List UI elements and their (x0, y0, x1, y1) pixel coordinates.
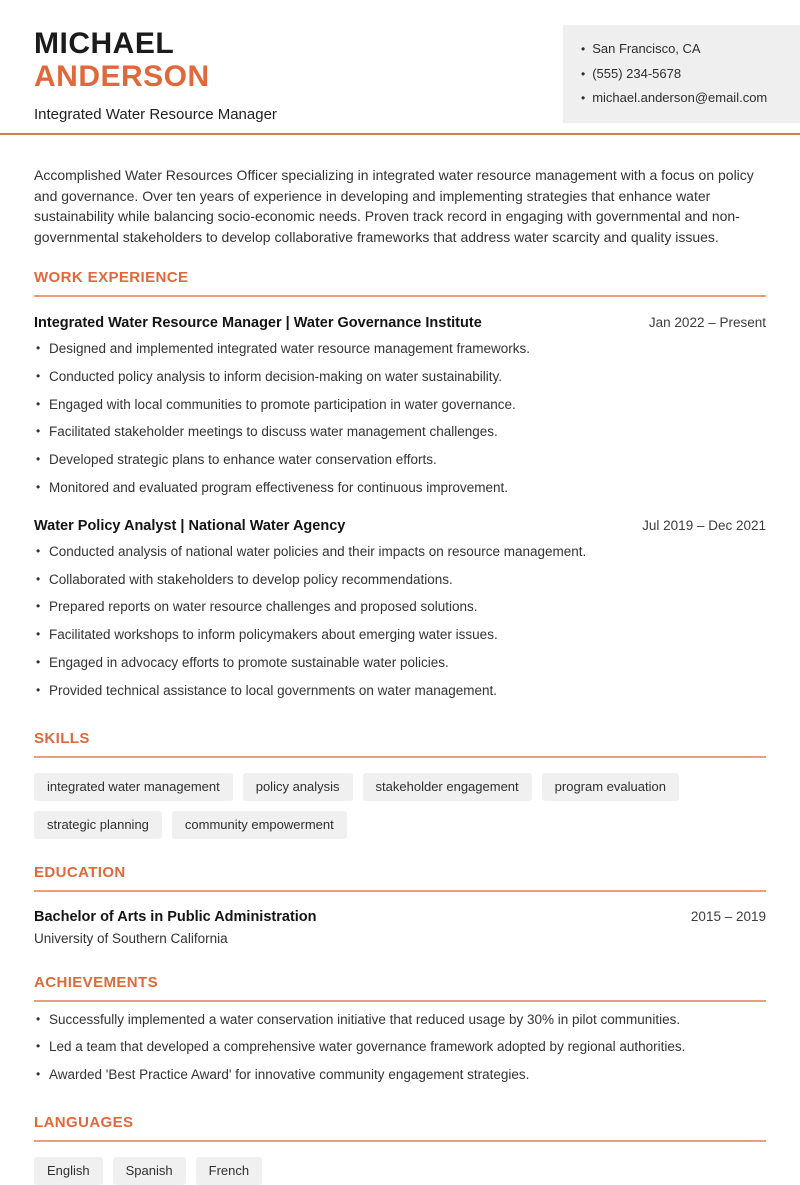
section-divider (34, 890, 766, 892)
header-job-title: Integrated Water Resource Manager (34, 106, 277, 123)
contact-item (581, 86, 786, 111)
language-chip: French (196, 1157, 262, 1185)
section-work-experience (34, 269, 766, 701)
skill-chip-list (34, 773, 766, 839)
job-title-text: Integrated Water Resource Manager | Water Governance Institute (34, 315, 482, 332)
section-divider (34, 1140, 766, 1142)
section-education (34, 864, 766, 946)
section-languages (34, 1114, 766, 1185)
bullet-dot: • (581, 42, 586, 56)
skill-chip: strategic planning (34, 811, 162, 839)
languages-heading: LANGUAGES (34, 1114, 134, 1132)
summary-paragraph: Accomplished Water Resources Officer specializing in integrated water resource management with a focus on policy and governance. Over ten years of experience in developing and implementing strategies that enhance water sustainability while balancing socio-economic needs. Proven track record in engaging with governmental and non-governmental stakeholders to develop collaborative frameworks that address water scarcity and quality issues. (34, 167, 754, 245)
education-entry (34, 909, 766, 946)
school-name: University of Southern California (34, 930, 228, 946)
section-divider (34, 1000, 766, 1002)
job-bullet-list (34, 338, 766, 498)
bullet-item: • Monitored and evaluated program effectiveness for continuous improvement. (34, 477, 766, 498)
section-achievements (34, 974, 766, 1085)
achievement-list (34, 1008, 766, 1085)
achievement-item: • Awarded 'Best Practice Award' for innovative community engagement strategies. (34, 1064, 766, 1085)
contact-text: (555) 234-5678 (592, 65, 682, 81)
bullet-item: • Collaborated with stakeholders to develop policy recommendations. (34, 568, 766, 589)
job-dates: Jul 2019 – Dec 2021 (642, 518, 766, 534)
degree-title: Bachelor of Arts in Public Administration (34, 908, 317, 925)
contact-item (581, 62, 786, 87)
bullet-dot: • (581, 91, 586, 105)
contact-box (563, 25, 800, 123)
skill-chip: policy analysis (243, 773, 353, 801)
job-bullet-list (34, 541, 766, 701)
job-dates: Jan 2022 – Present (648, 315, 766, 331)
bullet-item: • Developed strategic plans to enhance water conservation efforts. (34, 449, 766, 470)
language-chip: English (34, 1157, 103, 1185)
job-header-row (34, 315, 766, 331)
education-dates: 2015 – 2019 (690, 908, 766, 924)
skill-chip: program evaluation (542, 773, 679, 801)
job-list (34, 315, 766, 701)
job-header-row (34, 518, 766, 534)
resume-body (0, 165, 800, 1185)
bullet-item: • Facilitated workshops to inform policymakers about emerging water issues. (34, 624, 766, 645)
contact-text: San Francisco, CA (592, 41, 701, 56)
language-chip: Spanish (113, 1157, 186, 1185)
achievement-item: • Successfully implemented a water conservation initiative that reduced usage by 30% in pilot communities. (34, 1008, 766, 1029)
bullet-item: • Facilitated stakeholder meetings to discuss water management challenges. (34, 421, 766, 442)
resume-header (0, 0, 800, 133)
skill-chip: integrated water management (34, 773, 233, 801)
skills-heading: SKILLS (34, 729, 90, 747)
achievement-item: • Led a team that developed a comprehensive water governance framework adopted by regional authorities. (34, 1036, 766, 1057)
header-divider (0, 133, 800, 135)
section-divider (34, 756, 766, 758)
work-experience-heading: WORK EXPERIENCE (34, 269, 189, 287)
bullet-dot: • (581, 66, 586, 81)
language-chip-list (34, 1157, 766, 1185)
last-name: ANDERSON (34, 60, 210, 93)
job-entry (34, 315, 766, 498)
bullet-item: • Conducted policy analysis to inform decision-making on water sustainability. (34, 366, 766, 387)
bullet-item: • Provided technical assistance to local governments on water management. (34, 680, 766, 701)
bullet-item: • Designed and implemented integrated water resource management frameworks. (34, 338, 766, 359)
first-name: MICHAEL (34, 27, 175, 60)
contact-item (581, 37, 786, 62)
bullet-item: • Prepared reports on water resource challenges and proposed solutions. (34, 596, 766, 617)
achievements-heading: ACHIEVEMENTS (34, 973, 158, 991)
job-title-text: Water Policy Analyst | National Water Agency (34, 518, 346, 535)
section-skills (34, 730, 766, 839)
job-entry (34, 518, 766, 701)
section-divider (34, 295, 766, 297)
bullet-item: • Engaged in advocacy efforts to promote sustainable water policies. (34, 652, 766, 673)
skill-chip: stakeholder engagement (363, 773, 532, 801)
bullet-item: • Conducted analysis of national water policies and their impacts on resource management. (34, 541, 766, 562)
contact-text: michael.anderson@email.com (592, 90, 768, 105)
education-heading: EDUCATION (34, 863, 126, 881)
bullet-item: • Engaged with local communities to promote participation in water governance. (34, 393, 766, 414)
skill-chip: community empowerment (172, 811, 347, 839)
